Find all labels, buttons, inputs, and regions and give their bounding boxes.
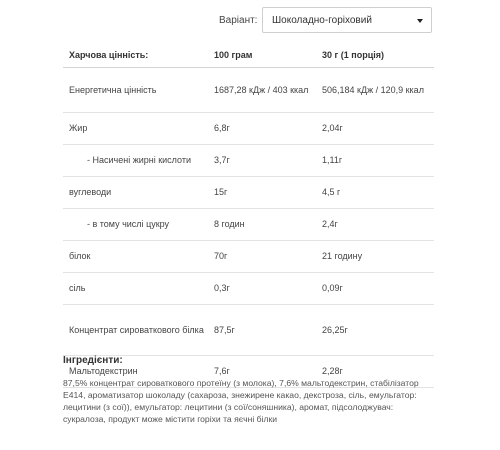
row-per-serving: 2,04г: [316, 113, 434, 145]
row-per-100g: 7,6г: [208, 356, 316, 388]
row-per-serving: 2,28г: [316, 356, 434, 388]
variant-selected-value: Шоколадно-горіховий: [272, 15, 372, 26]
row-name: Концентрат сироваткового білка: [63, 305, 208, 356]
row-name: білок: [63, 241, 208, 273]
row-per-100g: 0,3г: [208, 273, 316, 305]
row-per-serving: 21 годину: [316, 241, 434, 273]
row-per-100g: 70г: [208, 241, 316, 273]
table-row: [63, 68, 434, 113]
row-per-100g: 3,7г: [208, 145, 316, 177]
row-per-100g: 6,8г: [208, 113, 316, 145]
row-per-serving: 2,4г: [316, 209, 434, 241]
header-per-100g: 100 грам: [208, 43, 316, 68]
row-name: вуглеводи: [63, 177, 208, 209]
row-per-serving: 506,184 кДж / 120,9 ккал: [316, 68, 434, 113]
row-name: Жир: [63, 113, 208, 145]
header-nutrition: Харчова цінність:: [63, 43, 208, 68]
ingredients-text: 87,5% концентрат сироваткового протеїну (з молока), 7,6% мальтодекстрин, стабілізатор E414, ароматизатор шоколаду (сахароза, знежирене какао, декстроза, сіль, емульгатор: лецитини (з сої)), емульгатор: лецитини (з сої/соняшника), аромат, підсолоджувач: сукралоза, продукт може містити горіхи та яєчні білки: [63, 378, 419, 424]
row-per-serving: 4,5 г: [316, 177, 434, 209]
variant-row: [0, 7, 500, 33]
nutrition-table: [63, 43, 434, 388]
chevron-down-icon: [417, 19, 423, 23]
table-row: [63, 177, 434, 209]
row-per-serving: 0,09г: [316, 273, 434, 305]
row-per-100g: 1687,28 кДж / 403 ккал: [208, 68, 316, 113]
ingredients-title: Інгредієнти:: [63, 355, 123, 366]
table-row: [63, 113, 434, 145]
row-name: Енергетична цінність: [63, 68, 208, 113]
row-per-serving: 1,11г: [316, 145, 434, 177]
table-row: [63, 145, 434, 177]
variant-select[interactable]: [262, 7, 432, 33]
row-per-100g: 15г: [208, 177, 316, 209]
row-name: - Насичені жирні кислоти: [63, 145, 208, 177]
row-name: Мальтодекстрин: [63, 356, 208, 388]
variant-label: Варіант:: [219, 15, 258, 26]
table-row: [63, 273, 434, 305]
row-name: сіль: [63, 273, 208, 305]
row-per-serving: 26,25г: [316, 305, 434, 356]
row-name: - в тому числі цукру: [63, 209, 208, 241]
table-row: [63, 209, 434, 241]
table-row: [63, 305, 434, 356]
row-per-100g: 8 годин: [208, 209, 316, 241]
row-per-100g: 87,5г: [208, 305, 316, 356]
table-row: [63, 241, 434, 273]
header-per-serving: 30 г (1 порція): [316, 43, 434, 68]
table-header-row: [63, 43, 434, 68]
